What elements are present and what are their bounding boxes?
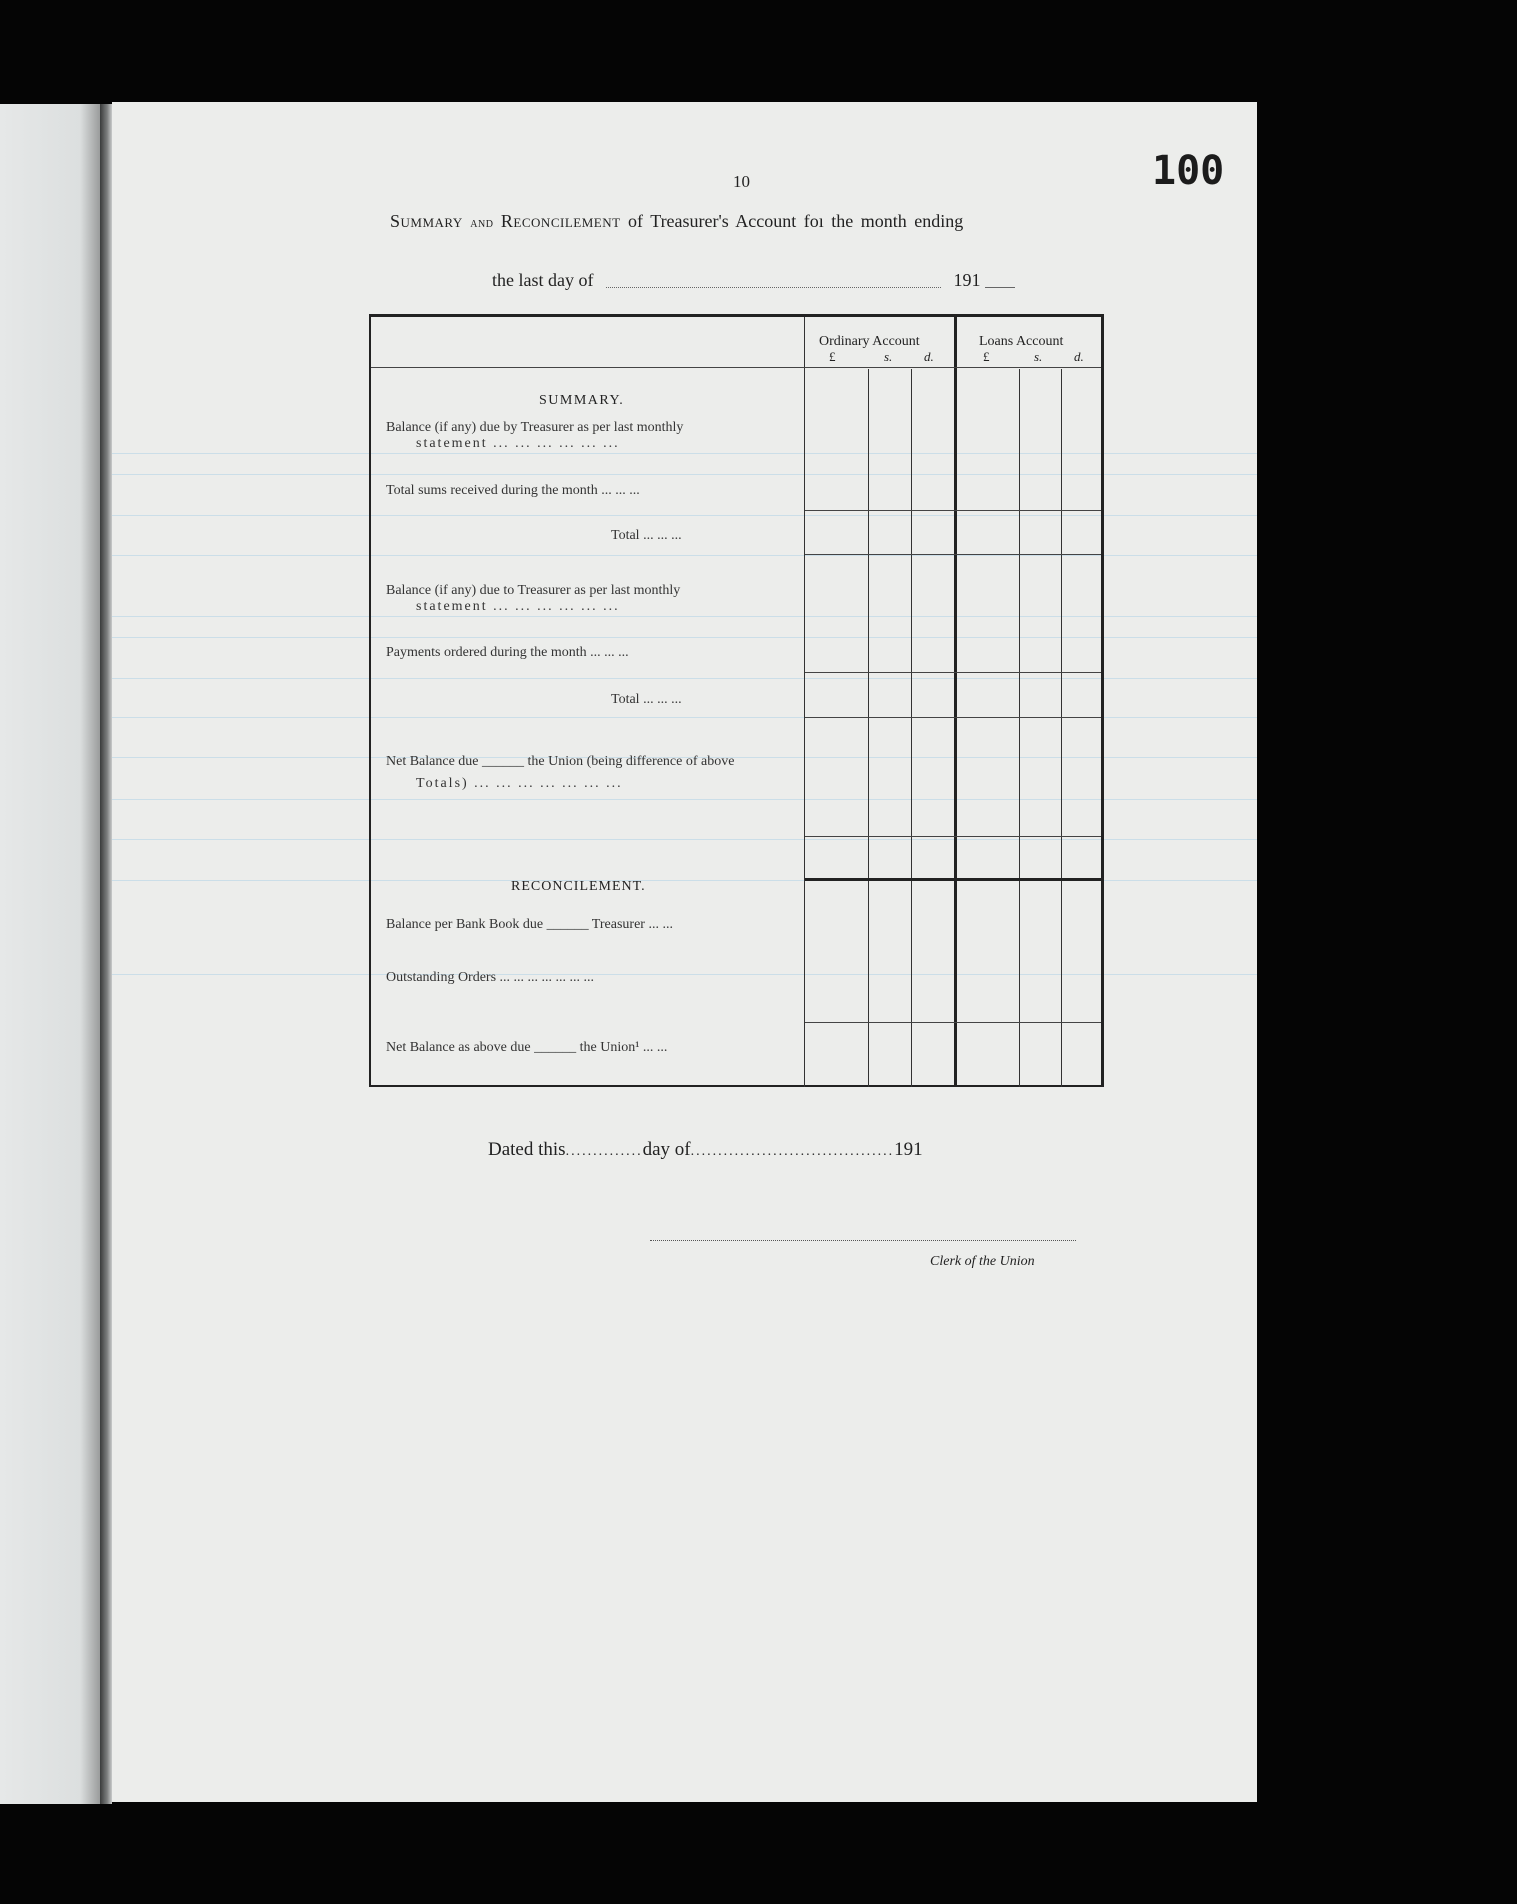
reconcilement-heading: RECONCILEMENT. [511,879,646,894]
page-number: 10 [733,172,750,191]
stamped-folio-number: 100 [1152,148,1225,194]
heading-summary: Summary [390,211,463,231]
row-balance-by-treasurer [386,420,801,452]
book-gutter [100,104,112,1804]
row-label: Balance (if any) due by Treasurer as per last monthly [386,420,684,435]
row-label: Balance (if any) due to Treasurer as per last monthly [386,583,681,598]
dated-mid: day of [642,1139,691,1160]
signature-line [650,1240,1076,1241]
header-ord-pence: d. [924,349,934,364]
summary-heading: SUMMARY. [539,393,625,408]
row-net-balance-union: Net Balance as above due ______ the Union¹ ... ... [386,1040,668,1055]
row-total-received: Total sums received during the month ... ... ... [386,483,640,498]
form-heading [390,211,963,232]
heading-and: and [470,216,494,231]
row-total-1: Total ... ... ... [611,528,682,543]
row-payments-ordered: Payments ordered during the month ... ... ... [386,645,629,660]
date-line-prefix: the last day of [492,270,594,290]
dated-year: 191 [894,1139,923,1160]
row-label: Net Balance due ______ the Union (being difference of above [386,754,735,769]
header-ord-shillings: s. [884,349,893,364]
heading-reconcilement: Reconcilement [500,211,621,231]
date-line [492,270,1015,291]
row-outstanding-orders: Outstanding Orders ... ... ... ... ... ... ... [386,970,595,985]
row-total-2: Total ... ... ... [611,692,682,707]
heading-rest: of Treasurer's Account foı the month ending [628,211,964,231]
signature-caption: Clerk of the Union [930,1254,1035,1269]
header-ord-pounds: £ [829,349,836,364]
row-label-cont: statement ... ... ... ... ... ... [416,436,620,451]
row-bank-book-balance: Balance per Bank Book due ______ Treasurer ... ... [386,917,673,932]
row-label-cont: Totals) ... ... ... ... ... ... ... [416,776,623,791]
left-page-edge [0,104,100,1804]
account-table [369,314,1104,1087]
header-ordinary-account: Ordinary Account [819,334,920,349]
header-loans-shillings: s. [1034,349,1043,364]
row-net-balance [386,754,801,792]
dated-prefix: Dated this [488,1139,566,1160]
date-line-year: 191 [953,270,981,290]
header-loans-account: Loans Account [979,334,1064,349]
header-loans-pounds: £ [983,349,990,364]
dated-line: Dated this..............day of.....................................191 [488,1139,923,1160]
row-balance-to-treasurer [386,583,801,615]
row-label-cont: statement ... ... ... ... ... ... [416,599,620,614]
header-loans-pence: d. [1074,349,1084,364]
